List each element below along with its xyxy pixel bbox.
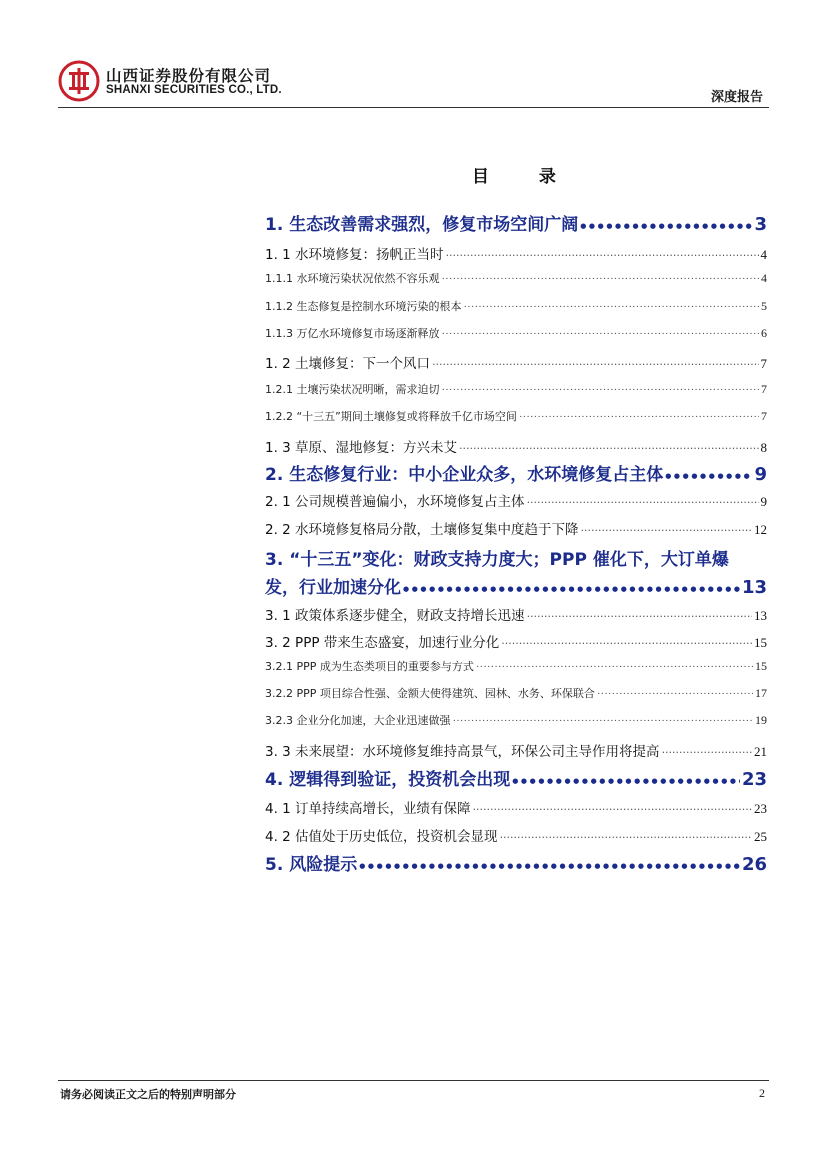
toc-entry[interactable] (265, 436, 767, 456)
toc-entry-text: 1.2.2 “十三五”期间土壤修复或将释放千亿市场空间 (265, 410, 517, 423)
toc-leader-dots (463, 301, 759, 313)
toc-leader-dots (527, 496, 759, 509)
toc-page-number: 26 (741, 854, 767, 875)
toc-page-number: 5 (761, 299, 767, 313)
toc-page-number: 8 (760, 440, 767, 455)
toc-page-number: 17 (755, 686, 767, 700)
toc-entry[interactable] (265, 631, 767, 651)
toc-page-number: 7 (760, 356, 767, 371)
toc-leader-dots (597, 688, 753, 700)
toc-page-number: 9 (754, 464, 767, 485)
toc-leader-dots (441, 384, 759, 396)
toc-entry-text: 4. 逻辑得到验证，投资机会出现 (265, 770, 511, 790)
toc-leader-dots (432, 358, 758, 371)
toc-leader-dots (359, 858, 740, 874)
toc-entry-text: 4. 2 估值处于历史低位，投资机会显现 (265, 829, 498, 845)
footer-disclaimer: 请务必阅读正文之后的特别声明部分 (60, 1088, 236, 1101)
toc-entry[interactable] (265, 685, 767, 701)
toc-page-number: 6 (761, 326, 767, 340)
toc-page-number: 23 (754, 801, 767, 816)
toc-entry[interactable] (265, 765, 767, 790)
toc-leader-dots (512, 773, 740, 789)
toc-entry[interactable] (265, 408, 767, 424)
toc-entry-line[interactable] (265, 545, 767, 570)
toc-entry-text: 3. 3 未来展望：水环境修复维持高景气，环保公司主导作用将提高 (265, 744, 660, 760)
toc-leader-dots (441, 273, 759, 285)
toc-entry-text: 3.2.1 PPP 成为生态类项目的重要参与方式 (265, 660, 474, 673)
toc-entry-text: 1.1.3 万亿水环境修复市场逐渐释放 (265, 327, 440, 340)
toc-leader-dots (662, 746, 752, 759)
toc-entry[interactable] (265, 243, 767, 263)
toc-entry-text: 1.1.1 水环境污染状况依然不容乐观 (265, 272, 440, 285)
toc-entry[interactable] (265, 352, 767, 372)
toc-page-number: 4 (761, 271, 767, 285)
toc-entry[interactable] (265, 712, 767, 728)
toc-entry[interactable] (265, 573, 767, 598)
company-logo-icon (58, 60, 100, 102)
company-name-cn: 山西证券股份有限公司 (106, 67, 272, 85)
toc-entry[interactable] (265, 298, 767, 314)
toc-page-number: 4 (760, 247, 767, 262)
toc-leader-dots (527, 610, 752, 623)
toc-leader-dots (581, 524, 752, 537)
toc-entry-text: 2. 1 公司规模普遍偏小，水环境修复占主体 (265, 494, 525, 510)
toc-page-number: 21 (754, 744, 767, 759)
toc-entry-text: 3. “十三五”变化：财政支持力度大；PPP 催化下，大订单爆 (265, 550, 729, 570)
toc-entry-text: 3. 1 政策体系逐步健全，财政支持增长迅速 (265, 608, 525, 624)
toc-leader-dots (403, 581, 740, 597)
toc-entry-text: 1. 2 土壤修复：下一个风口 (265, 356, 431, 372)
toc-page-number: 13 (741, 577, 767, 598)
toc-entry[interactable] (265, 850, 767, 875)
toc-leader-dots (441, 328, 759, 340)
toc-entry[interactable] (265, 740, 767, 760)
toc-entry-text: 1. 1 水环境修复：扬帆正当时 (265, 247, 444, 263)
toc-entry[interactable] (265, 270, 767, 286)
toc-page-number: 9 (760, 494, 767, 509)
toc-entry[interactable] (265, 518, 767, 538)
toc-page-number: 19 (755, 713, 767, 727)
toc-leader-dots (665, 468, 752, 484)
toc-entry[interactable] (265, 658, 767, 674)
company-name-en: SHANXI SECURITIES CO., LTD. (106, 84, 282, 96)
toc-entry-text: 3.2.2 PPP 项目综合性强、金额大使得建筑、园林、水务、环保联合 (265, 687, 595, 700)
toc-page-number: 3 (754, 214, 767, 235)
toc-entry-text: 4. 1 订单持续高增长，业绩有保障 (265, 801, 471, 817)
toc-entry[interactable] (265, 210, 767, 235)
toc-page-number: 12 (754, 522, 767, 537)
toc-entry-text: 1.1.2 生态修复是控制水环境污染的根本 (265, 300, 462, 313)
toc-entry-text: 5. 风险提示 (265, 855, 358, 875)
toc-leader-dots (500, 831, 752, 844)
toc-entry[interactable] (265, 460, 767, 485)
toc-leader-dots (580, 218, 752, 234)
toc-entry[interactable] (265, 797, 767, 817)
toc-entry[interactable] (265, 604, 767, 624)
toc-entry-text: 3. 2 PPP 带来生态盛宴，加速行业分化 (265, 635, 500, 651)
toc-entry-text: 2. 生态修复行业：中小企业众多，水环境修复占主体 (265, 465, 664, 485)
toc-leader-dots (476, 661, 753, 673)
toc-entry[interactable] (265, 825, 767, 845)
toc-entry-text: 1. 3 草原、湿地修复：方兴未艾 (265, 440, 458, 456)
toc-title: 目 录 (472, 167, 578, 187)
report-type: 深度报告 (710, 90, 763, 105)
toc-page-number: 25 (754, 829, 767, 844)
toc-leader-dots (473, 803, 752, 816)
toc-leader-dots (446, 249, 759, 262)
toc-entry[interactable] (265, 490, 767, 510)
toc-page-number: 7 (761, 382, 767, 396)
toc-entry-text: 3.2.3 企业分化加速，大企业迅速做强 (265, 714, 451, 727)
toc-entry-text: 1. 生态改善需求强烈，修复市场空间广阔 (265, 215, 579, 235)
toc-page-number: 7 (761, 409, 767, 423)
page-number: 2 (759, 1086, 765, 1100)
toc-leader-dots (459, 442, 758, 455)
toc-leader-dots (501, 637, 752, 650)
toc-page-number: 15 (754, 635, 767, 650)
toc-page-number: 15 (755, 659, 767, 673)
toc-entry[interactable] (265, 381, 767, 397)
toc-leader-dots (519, 411, 759, 423)
toc-entry-text: 2. 2 水环境修复格局分散，土壤修复集中度趋于下降 (265, 522, 579, 538)
header-divider (58, 107, 769, 108)
toc-page-number: 13 (754, 608, 767, 623)
toc-leader-dots (452, 715, 753, 727)
toc-page-number: 23 (741, 769, 767, 790)
footer-divider (58, 1080, 769, 1081)
toc-entry[interactable] (265, 325, 767, 341)
toc-entry-text: 发，行业加速分化 (265, 578, 401, 598)
toc-entry-text: 1.2.1 土壤污染状况明晰，需求迫切 (265, 383, 440, 396)
